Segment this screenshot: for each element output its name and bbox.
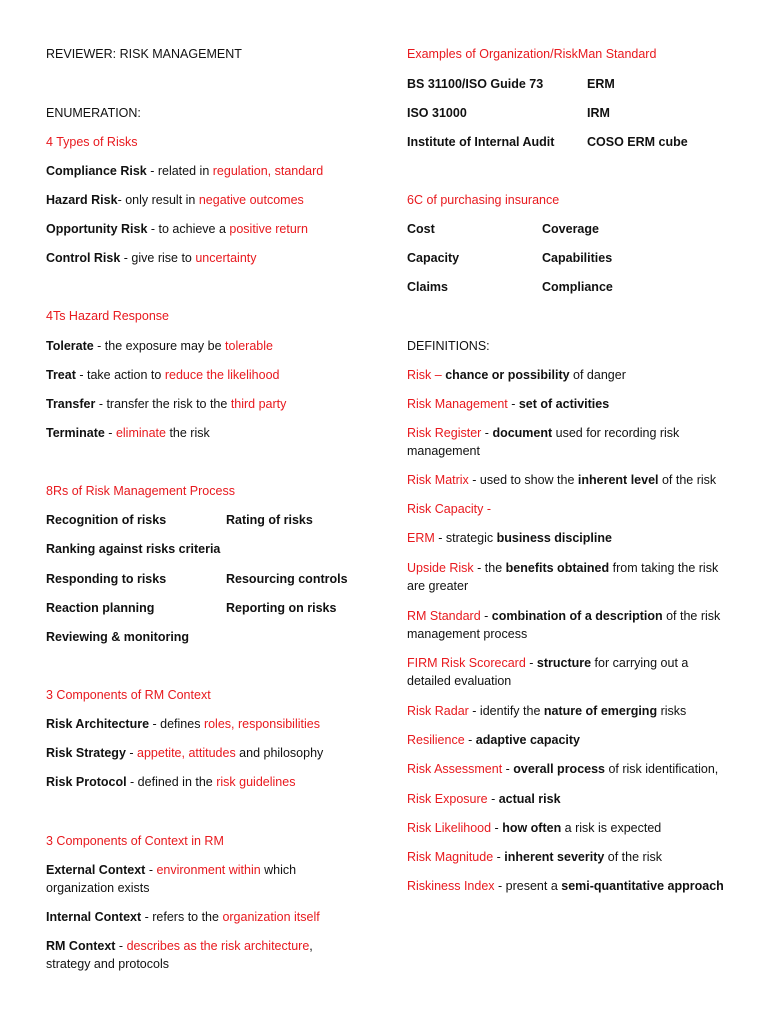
definition-item <box>407 471 727 489</box>
section-heading-standards: Examples of Organization/RiskMan Standard <box>407 47 657 61</box>
definition-item <box>407 607 727 643</box>
definition-text: set of activities <box>518 397 610 411</box>
definition-item <box>407 366 727 384</box>
definition-text: a risk is expected <box>561 821 662 835</box>
definition-text: inherent severity <box>504 850 605 864</box>
definition-text: - <box>480 609 492 623</box>
section-heading-8rs: 8Rs of Risk Management Process <box>46 484 235 498</box>
definition-term: Risk Register <box>407 426 482 440</box>
list-item: Institute of Internal Audit <box>407 135 555 149</box>
definition-term: Risk Radar <box>407 704 469 718</box>
definition-text: benefits obtained <box>505 561 610 575</box>
list-item: Capacity <box>407 251 460 265</box>
definition-text: document <box>492 426 553 440</box>
definition-text: of the risk <box>658 473 717 487</box>
definition-item <box>407 529 727 547</box>
definition-text: nature of emerging <box>543 704 658 718</box>
definition-text: - <box>487 792 499 806</box>
definition-text: - <box>464 733 476 747</box>
definition-text: used for recording risk management <box>407 426 680 458</box>
list-item: Ranking against risks criteria <box>46 542 221 556</box>
list-item: BS 31100/ISO Guide 73 <box>407 77 544 91</box>
list-item: Recognition of risks <box>46 513 167 527</box>
list-item: Risk Protocol - defined in the risk guidelines <box>46 775 296 789</box>
definition-item <box>407 731 727 749</box>
definition-term: ERM <box>407 531 435 545</box>
section-heading-types: 4 Types of Risks <box>46 135 138 149</box>
definition-text: adaptive capacity <box>475 733 580 747</box>
list-item: Tolerate - the exposure may be tolerable <box>46 339 273 353</box>
section-heading-4ts: 4Ts Hazard Response <box>46 309 169 323</box>
list-item: Risk Architecture - defines roles, responsibilities <box>46 717 320 731</box>
definition-term: Resilience <box>407 733 465 747</box>
definition-text: - <box>525 656 537 670</box>
list-item: External Context - environment within which organization exists <box>46 863 297 895</box>
list-item: Reviewing & monitoring <box>46 630 190 644</box>
definition-item <box>407 424 727 460</box>
definition-text: of danger <box>569 368 626 382</box>
definition-text: - strategic <box>434 531 497 545</box>
definition-term: Risk Magnitude <box>407 850 494 864</box>
list-item: RM Context - describes as the risk architecture, strategy and protocols <box>46 939 313 971</box>
definition-item <box>407 760 727 778</box>
list-item: Cost <box>407 222 435 236</box>
definition-text: - <box>493 850 505 864</box>
definition-term: Risk Likelihood <box>407 821 492 835</box>
list-item: Resourcing controls <box>226 572 348 586</box>
definition-text: combination of a description <box>491 609 663 623</box>
definitions-label: DEFINITIONS: <box>407 339 490 353</box>
definition-item <box>407 848 727 866</box>
definition-text: overall process <box>513 762 605 776</box>
list-item: Risk Strategy - appetite, attitudes and philosophy <box>46 746 324 760</box>
definition-text: - <box>491 821 503 835</box>
list-item: IRM <box>587 106 610 120</box>
list-item: Internal Context - refers to the organization itself <box>46 910 320 924</box>
definition-text: of the risk management process <box>407 609 721 641</box>
definition-text: for carrying out a detailed evaluation <box>407 656 689 688</box>
definition-text: chance or possibility <box>445 368 570 382</box>
definition-text: - <box>507 397 519 411</box>
definition-term: FIRM Risk Scorecard <box>407 656 526 670</box>
list-item: Reporting on risks <box>226 601 337 615</box>
definition-text: of risk identification, <box>605 762 719 776</box>
list-item: Terminate - eliminate the risk <box>46 426 210 440</box>
definition-term: Risk Exposure <box>407 792 488 806</box>
definition-text: inherent level <box>577 473 659 487</box>
list-item: Capabilities <box>542 251 613 265</box>
list-item: Opportunity Risk - to achieve a positive return <box>46 222 308 236</box>
definition-text: from taking the risk are greater <box>407 561 719 593</box>
definition-text: actual risk <box>498 792 561 806</box>
list-item: Rating of risks <box>226 513 313 527</box>
list-item: COSO ERM cube <box>587 135 688 149</box>
list-item: Reaction planning <box>46 601 155 615</box>
list-item: Transfer - transfer the risk to the third party <box>46 397 287 411</box>
list-item: Compliance Risk - related in regulation, standard <box>46 164 324 178</box>
list-item: Treat - take action to reduce the likelihood <box>46 368 280 382</box>
definition-text: structure <box>536 656 592 670</box>
definition-text: how often <box>502 821 562 835</box>
definition-term: Risk Matrix <box>407 473 469 487</box>
list-item: Control Risk - give rise to uncertainty <box>46 251 257 265</box>
section-heading-rm-context: 3 Components of RM Context <box>46 688 211 702</box>
definition-text: - used to show the <box>468 473 578 487</box>
definition-text: - present a <box>494 879 562 893</box>
definition-text: semi-quantitative approach <box>561 879 724 893</box>
definition-text: - the <box>473 561 506 575</box>
list-item: Coverage <box>542 222 599 236</box>
definition-term: Risk Management <box>407 397 508 411</box>
definition-item <box>407 819 727 837</box>
definition-item <box>407 500 727 518</box>
definition-term: Risk Assessment <box>407 762 503 776</box>
section-heading-context-in-rm: 3 Components of Context in RM <box>46 834 224 848</box>
definition-text: risks <box>657 704 687 718</box>
enumeration-label: ENUMERATION: <box>46 106 141 120</box>
definition-item <box>407 395 727 413</box>
list-item: Compliance <box>542 280 613 294</box>
definition-term: Riskiness Index <box>407 879 495 893</box>
definition-text: - <box>502 762 514 776</box>
list-item: Responding to risks <box>46 572 167 586</box>
definition-item <box>407 654 727 690</box>
section-heading-6c: 6C of purchasing insurance <box>407 193 560 207</box>
definition-term: Risk Capacity - <box>407 502 492 516</box>
list-item: ISO 31000 <box>407 106 467 120</box>
definition-term: Risk – <box>407 368 442 382</box>
definition-item <box>407 559 727 595</box>
definition-item <box>407 877 727 895</box>
definition-item <box>407 702 727 720</box>
definition-text: - identify the <box>468 704 544 718</box>
definition-text: of the risk <box>604 850 662 864</box>
definition-term: Upside Risk <box>407 561 474 575</box>
definition-text: - <box>481 426 493 440</box>
definition-item <box>407 790 727 808</box>
list-item: ERM <box>587 77 615 91</box>
definition-text: business discipline <box>496 531 612 545</box>
list-item: Claims <box>407 280 448 294</box>
list-item: Hazard Risk- only result in negative outcomes <box>46 193 304 207</box>
document-title: REVIEWER: RISK MANAGEMENT <box>46 47 242 61</box>
definition-term: RM Standard <box>407 609 481 623</box>
